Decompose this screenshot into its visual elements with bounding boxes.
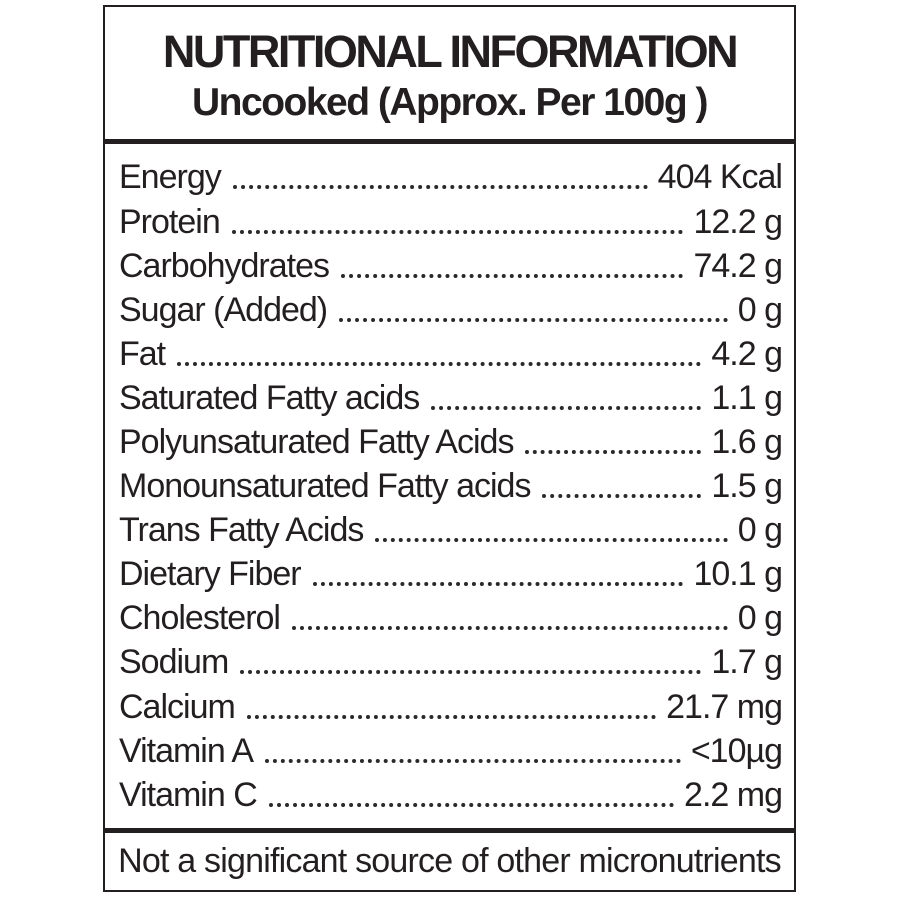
nutrient-value: 4.2 g <box>711 334 782 373</box>
nutrient-name: Sugar (Added) <box>119 290 328 329</box>
nutrient-row <box>119 246 782 285</box>
nutrient-value: 1.5 g <box>711 467 782 506</box>
dot-leader <box>339 318 728 322</box>
nutrient-row <box>119 467 782 506</box>
dot-leader <box>431 406 701 410</box>
nutrient-row <box>119 555 782 594</box>
dot-leader <box>247 715 656 719</box>
nutrient-name: Fat <box>119 334 166 373</box>
nutrient-row <box>119 511 782 550</box>
dot-leader <box>292 626 728 630</box>
nutrition-label <box>103 5 796 892</box>
nutrient-name: Dietary Fiber <box>119 555 301 594</box>
nutrient-value: 0 g <box>737 290 782 329</box>
nutrient-name: Calcium <box>119 687 235 726</box>
label-footer: Not a significant source of other micronutrients <box>105 828 794 890</box>
nutrient-name: Cholesterol <box>119 599 280 638</box>
nutrient-value: 74.2 g <box>693 246 782 285</box>
nutrient-value: 2.2 mg <box>684 775 782 814</box>
nutrient-row <box>119 731 782 770</box>
dot-leader <box>232 230 684 234</box>
nutrient-value: 21.7 mg <box>666 687 782 726</box>
dot-leader <box>313 582 684 586</box>
nutrient-row <box>119 643 782 682</box>
nutrient-name: Vitamin C <box>119 775 257 814</box>
nutrient-value: 10.1 g <box>693 555 782 594</box>
nutrient-name: Polyunsaturated Fatty Acids <box>119 423 514 461</box>
nutrient-row <box>119 378 782 417</box>
nutrient-name: Vitamin A <box>119 731 254 770</box>
dot-leader <box>375 538 727 542</box>
nutrient-row <box>119 599 782 638</box>
nutrient-value: 1.1 g <box>711 378 782 417</box>
dot-leader <box>269 803 674 807</box>
dot-leader <box>240 670 701 674</box>
dot-leader <box>177 362 701 366</box>
nutrient-value: 12.2 g <box>693 202 782 241</box>
label-subtitle: Uncooked (Approx. Per 100g ) <box>192 80 707 124</box>
nutrient-name: Sodium <box>119 643 229 682</box>
nutrient-value: 0 g <box>737 511 782 550</box>
nutrient-row <box>119 687 782 726</box>
label-header <box>105 7 794 144</box>
nutrient-value: 404 Kcal <box>657 158 782 197</box>
nutrient-value: 0 g <box>737 599 782 638</box>
nutrient-row <box>119 202 782 241</box>
nutrient-name: Energy <box>119 158 221 197</box>
nutrient-name: Saturated Fatty acids <box>119 378 420 417</box>
nutrient-row <box>119 334 782 373</box>
nutrient-name: Carbohydrates <box>119 246 330 285</box>
dot-leader <box>233 185 648 189</box>
nutrient-name: Trans Fatty Acids <box>119 511 364 550</box>
nutrient-row <box>119 290 782 329</box>
nutrient-row <box>119 775 782 814</box>
nutrient-row <box>119 425 782 459</box>
dot-leader <box>265 759 681 763</box>
dot-leader <box>525 450 701 454</box>
nutrient-value: 1.7 g <box>711 643 782 682</box>
nutrient-value: 1.6 g <box>711 423 782 461</box>
dot-leader <box>542 494 701 498</box>
nutrient-row <box>119 158 782 197</box>
nutrient-name: Protein <box>119 202 220 241</box>
dot-leader <box>341 274 683 278</box>
nutrient-value: <10µg <box>690 731 782 770</box>
nutrient-table <box>105 144 794 828</box>
label-title: NUTRITIONAL INFORMATION <box>162 26 737 77</box>
nutrient-name: Monounsaturated Fatty acids <box>119 467 531 506</box>
